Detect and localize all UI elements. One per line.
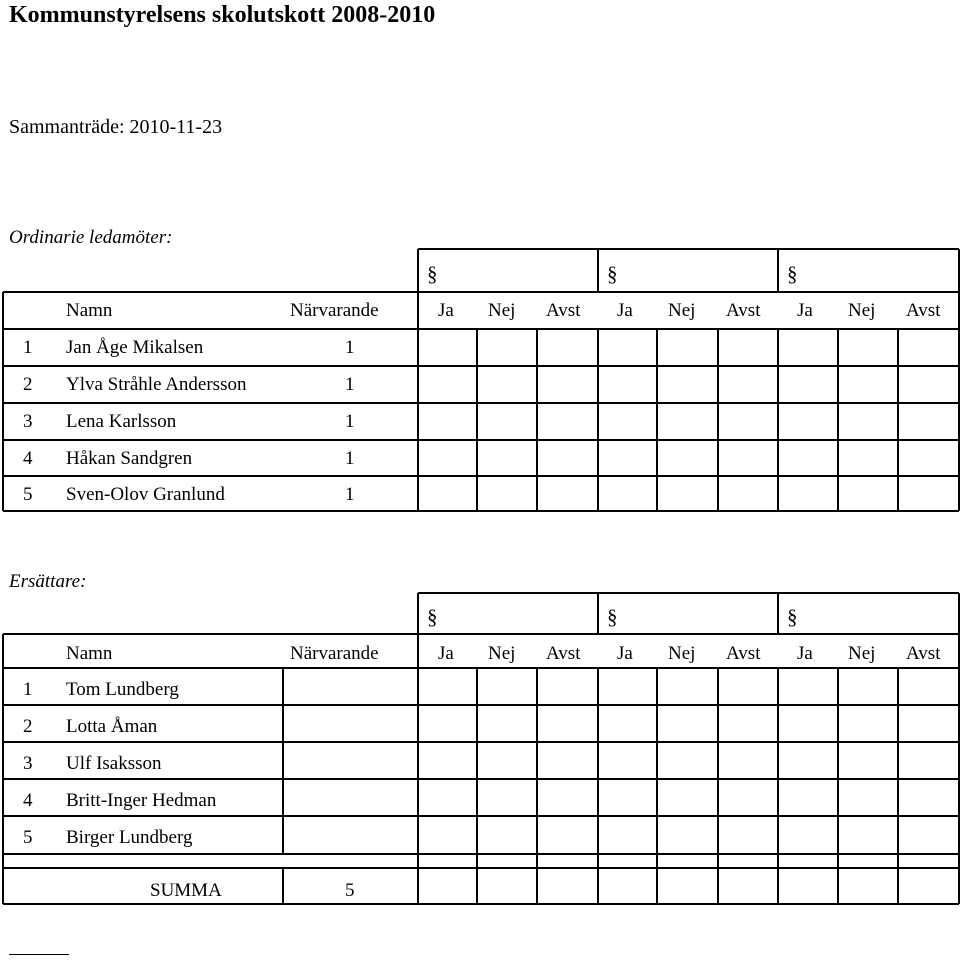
column-header-nej: Nej [488, 643, 516, 664]
paragraph-symbol-2: § [607, 262, 618, 286]
member-present: 1 [345, 448, 355, 469]
column-header-avst: Avst [546, 643, 581, 664]
summary-label: SUMMA [150, 880, 222, 901]
substitute-name: Lotta Åman [66, 716, 158, 737]
member-name: Jan Åge Mikalsen [66, 337, 204, 358]
member-number: 5 [23, 484, 33, 505]
paragraph-symbol-3: § [787, 605, 798, 629]
member-name: Håkan Sandgren [66, 448, 193, 469]
substitutes-heading: Ersättare: [9, 571, 87, 592]
substitute-name: Birger Lundberg [66, 827, 193, 848]
footer-rule [9, 954, 69, 955]
column-header-avst: Avst [726, 300, 761, 321]
member-name: Sven-Olov Granlund [66, 484, 225, 505]
column-header-nej: Nej [848, 300, 876, 321]
member-name: Ylva Stråhle Andersson [66, 374, 247, 395]
column-header-avst: Avst [726, 643, 761, 664]
column-header-avst: Avst [906, 643, 941, 664]
member-number: 4 [23, 448, 33, 469]
member-present: 1 [345, 484, 355, 505]
member-number: 2 [23, 374, 33, 395]
substitute-name: Britt-Inger Hedman [66, 790, 217, 811]
paragraph-symbol-3: § [787, 262, 798, 286]
column-header-nej: Nej [848, 643, 876, 664]
member-present: 1 [345, 337, 355, 358]
member-number: 1 [23, 337, 33, 358]
member-present: 1 [345, 374, 355, 395]
ordinary-members-heading: Ordinarie ledamöter: [9, 227, 173, 248]
column-header-name: Namn [66, 300, 113, 321]
paragraph-symbol-1: § [427, 605, 438, 629]
column-header-avst: Avst [546, 300, 581, 321]
member-name: Lena Karlsson [66, 411, 177, 432]
paragraph-symbol-1: § [427, 262, 438, 286]
column-header-present: Närvarande [290, 300, 379, 321]
column-header-ja: Ja [438, 643, 454, 664]
substitute-name: Ulf Isaksson [66, 753, 162, 774]
column-header-avst: Avst [906, 300, 941, 321]
column-header-ja: Ja [617, 300, 633, 321]
column-header-name: Namn [66, 643, 113, 664]
substitute-number: 1 [23, 679, 33, 700]
column-header-ja: Ja [797, 300, 813, 321]
substitute-number: 5 [23, 827, 33, 848]
meeting-date: Sammanträde: 2010-11-23 [9, 116, 223, 138]
paragraph-symbol-2: § [607, 605, 618, 629]
column-header-ja: Ja [617, 643, 633, 664]
column-header-nej: Nej [488, 300, 516, 321]
substitute-number: 2 [23, 716, 33, 737]
column-header-ja: Ja [438, 300, 454, 321]
column-header-nej: Nej [668, 300, 696, 321]
column-header-ja: Ja [797, 643, 813, 664]
summary-present-total: 5 [345, 880, 355, 901]
column-header-present: Närvarande [290, 643, 379, 664]
document-title: Kommunstyrelsens skolutskott 2008-2010 [9, 2, 436, 28]
column-header-nej: Nej [668, 643, 696, 664]
member-number: 3 [23, 411, 33, 432]
substitute-name: Tom Lundberg [66, 679, 179, 700]
substitute-number: 4 [23, 790, 33, 811]
substitute-number: 3 [23, 753, 33, 774]
member-present: 1 [345, 411, 355, 432]
